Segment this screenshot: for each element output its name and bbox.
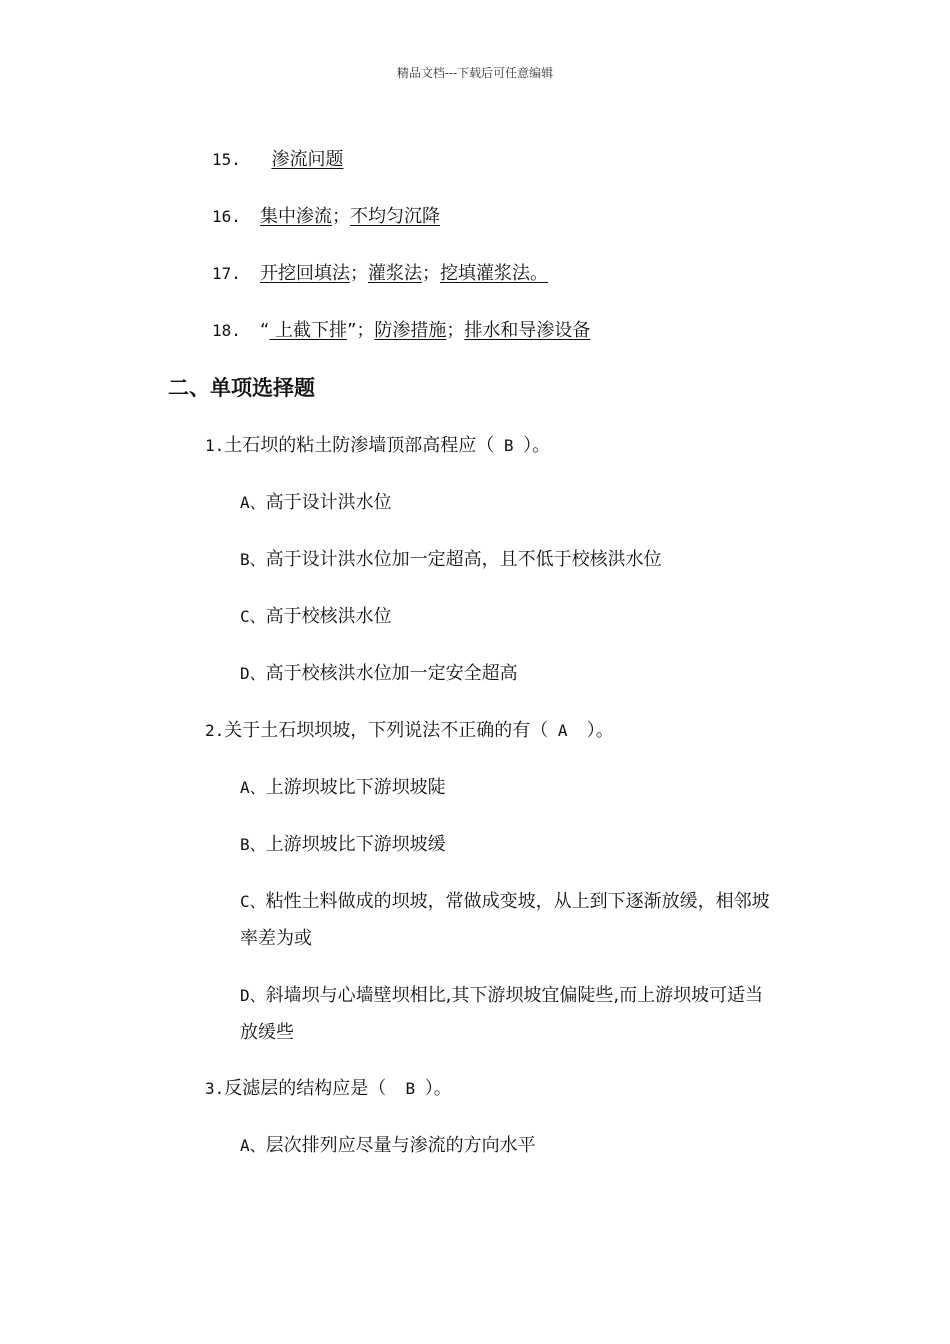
- question-end: ）。: [586, 720, 614, 741]
- question-1-option-a: [240, 491, 392, 515]
- answer-text: 灌浆法: [368, 263, 422, 284]
- option-text: 高于校核洪水位加一定安全超高: [265, 663, 518, 684]
- question-text: 土石坝的粘土防渗墙顶部高程应（: [224, 435, 495, 456]
- answer-quote: “: [260, 320, 270, 341]
- question-1-option-d: [240, 662, 518, 686]
- option-text: 上游坝坡比下游坝坡陡: [265, 777, 446, 798]
- answer-text: [260, 149, 271, 170]
- option-text: 高于校核洪水位: [265, 606, 392, 627]
- question-answer: A: [548, 721, 587, 740]
- option-label: A、: [240, 778, 266, 797]
- answer-separator: ；: [446, 320, 465, 341]
- answer-separator: ；: [350, 263, 368, 284]
- option-label: A、: [240, 493, 266, 512]
- answer-text: 开挖回填法: [260, 263, 350, 284]
- section-title: 二、单项选择题: [168, 376, 315, 400]
- answer-separator: ；: [332, 206, 350, 227]
- question-2-option-c: [240, 883, 775, 957]
- answer-line-16: [212, 205, 440, 229]
- question-1-option-b: [240, 548, 662, 572]
- answer-line-17: [212, 262, 548, 286]
- question-3-option-a: [240, 1134, 536, 1158]
- option-label: B、: [240, 550, 266, 569]
- question-2-option-b: [240, 833, 446, 857]
- question-end: ）。: [523, 435, 551, 456]
- question-number: 3.: [205, 1079, 225, 1098]
- question-text: 反滤层的结构应是（: [224, 1078, 387, 1099]
- question-answer: B: [494, 436, 524, 455]
- option-label: C、: [240, 607, 266, 626]
- page-header: 精品文档---下载后可任意编辑: [396, 66, 554, 80]
- answer-number: 18.: [212, 321, 241, 340]
- option-text: 高于设计洪水位: [265, 492, 392, 513]
- question-2-option-d: [240, 977, 775, 1051]
- option-text: 上游坝坡比下游坝坡缓: [265, 834, 446, 855]
- answer-number: 17.: [212, 264, 241, 283]
- option-label: C、: [240, 892, 266, 911]
- option-text: 粘性土料做成的坝坡，常做成变坡，从上到下逐渐放缓，相邻坡率差为或: [240, 891, 770, 949]
- answer-separator: ”；: [347, 320, 375, 341]
- question-number: 2.: [205, 721, 225, 740]
- answer-line-15: [212, 148, 343, 172]
- option-label: D、: [240, 986, 266, 1005]
- question-2-option-a: [240, 776, 446, 800]
- question-number: 1.: [205, 436, 225, 455]
- answer-number: 15.: [212, 150, 241, 169]
- option-text: 层次排列应尽量与渗流的方向水平: [265, 1135, 536, 1156]
- question-end: ）。: [424, 1078, 452, 1099]
- option-text: 高于设计洪水位加一定超高，且不低于校核洪水位: [265, 549, 662, 570]
- answer-number: 16.: [212, 207, 241, 226]
- question-1-stem: [205, 434, 550, 458]
- answer-text: 集中渗流: [260, 206, 332, 227]
- answer-text: 挖填灌浆法。: [440, 263, 548, 284]
- answer-text: 不均匀沉降: [350, 206, 440, 227]
- option-label: D、: [240, 664, 266, 683]
- answer-text: 上截下排: [269, 320, 348, 341]
- option-label: A、: [240, 1136, 266, 1155]
- question-1-option-c: [240, 605, 392, 629]
- answer-text: 防渗措施: [374, 320, 447, 341]
- option-text: 斜墙坝与心墙壁坝相比,其下游坝坡宜偏陡些,而上游坝坡可适当放缓些: [240, 985, 764, 1043]
- answer-separator: ；: [422, 263, 440, 284]
- question-answer: B: [386, 1079, 425, 1098]
- question-3-stem: [205, 1077, 452, 1101]
- question-2-stem: [205, 719, 614, 743]
- answer-text: 渗流问题: [271, 149, 344, 170]
- answer-text: 排水和导渗设备: [464, 320, 591, 341]
- option-label: B、: [240, 835, 266, 854]
- answer-line-18: [212, 319, 590, 343]
- question-text: 关于土石坝坝坡，下列说法不正确的有（: [224, 720, 549, 741]
